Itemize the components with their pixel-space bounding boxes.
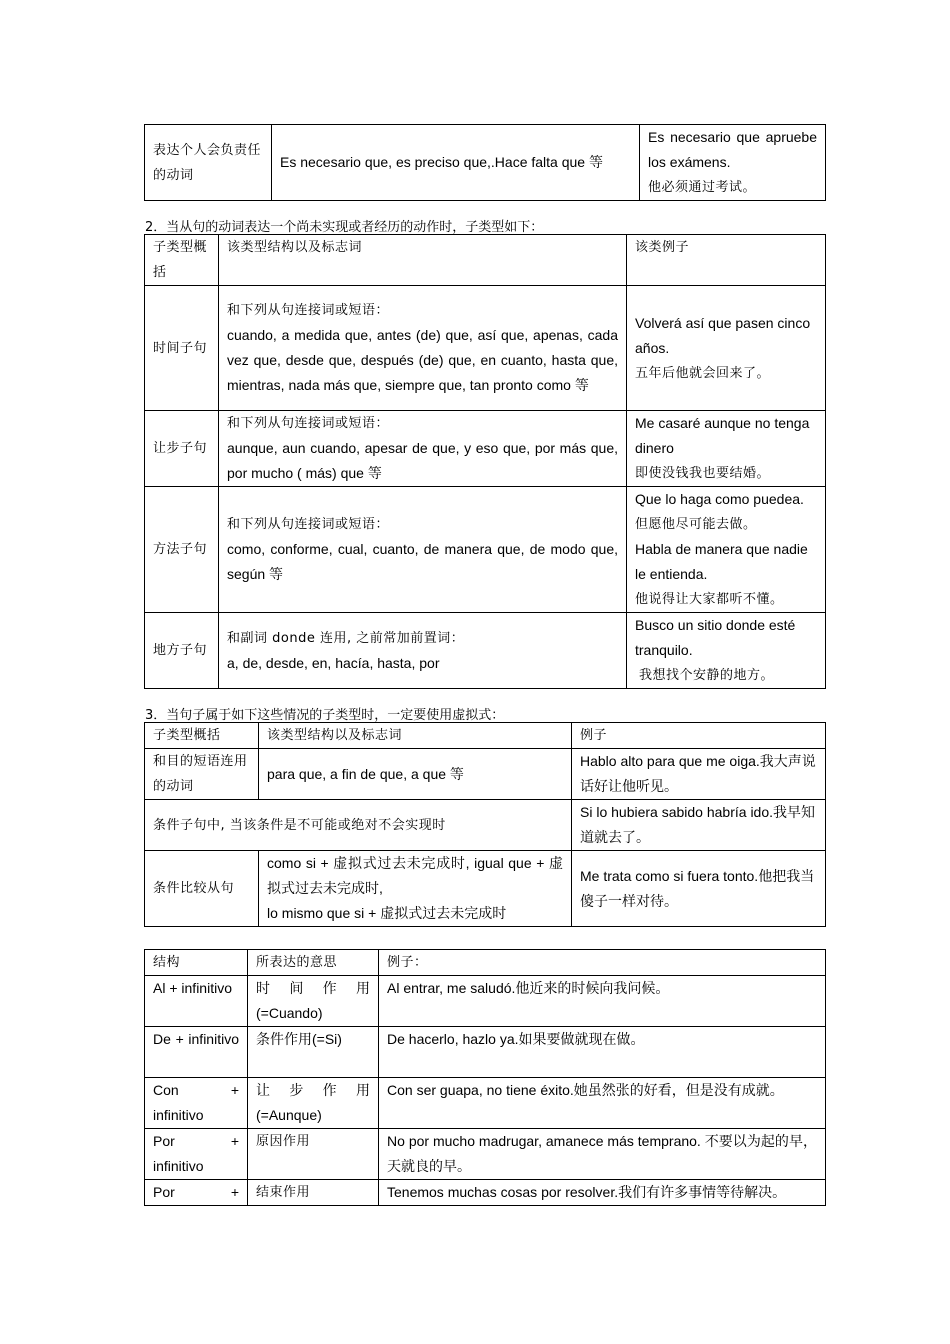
table-row [145,1027,826,1078]
s2-type: 时间子句 [145,286,219,411]
s2-example-es: Volverá así que pasen cinco años. [635,314,811,356]
top-table-label: 表达个人会负责任的动词 [145,125,272,201]
table-row [145,851,826,927]
s4-header-meaning: 所表达的意思 [248,950,379,976]
table-row [145,749,826,800]
s4-meaning: 条件作用(=Si) [248,1027,379,1078]
s2-example-zh: 我想找个安静的地方。 [639,668,775,683]
s3-type: 条件比较从句 [145,851,259,927]
table-row [145,411,826,487]
s2-header-structure: 该类型结构以及标志词 [219,235,627,286]
s3-example: Hablo alto para que me oiga.我大声说话好让他听见。 [572,749,826,800]
s4-structure: Por + [145,1180,248,1206]
s4-example: De hacerlo, hazlo ya.如果要做就现在做。 [379,1027,826,1078]
s4-example: Al entrar, me saludó.他近来的时候向我问候。 [379,976,826,1027]
s3-example: Me trata como si fuera tonto.他把我当傻子一样对待。 [572,851,826,927]
s2-intro: 和副词 donde 连用, 之前常加前置词： [227,630,465,646]
s2-intro: 和下列从句连接词或短语： [227,517,390,532]
s2-structure [219,411,627,487]
s3-type: 条件子句中, 当该条件是不可能或绝对不会实现时 [145,800,572,851]
section4-table [144,949,826,1206]
s2-header-example: 该类例子 [627,235,826,286]
s2-words: como, conforme, cual, cuanto, de manera que, de modo que, según 等 [227,541,618,582]
top-example-es: Es necesario que apruebe los exámens. [648,129,817,170]
table-row [145,487,826,613]
s4-structure: Por + infinitivo [145,1129,248,1180]
s3-header-structure: 该类型结构以及标志词 [259,723,572,749]
s2-words: aunque, aun cuando, apesar de que, y eso que, por más que, por mucho ( más) que 等 [227,440,618,481]
s3-structure: para que, a fin de que, a que 等 [259,749,572,800]
s2-type: 地方子句 [145,613,219,689]
s4-header-example: 例子： [379,950,826,976]
s2-intro: 和下列从句连接词或短语： [227,416,390,431]
s3-header-example: 例子 [572,723,826,749]
top-table [144,124,826,201]
s3-example: Si lo hubiera sabido habría ido.我早知道就去了。 [572,800,826,851]
s2-header-type: 子类型概括 [145,235,219,286]
s4-meaning: 时间作用(=Cuando) [248,976,379,1027]
s4-meaning: 让步作用(=Aunque) [248,1078,379,1129]
s3-structure [259,851,572,927]
s4-meaning: 原因作用 [248,1129,379,1180]
s4-example: Tenemos muchas cosas por resolver.我们有许多事情等待解决。 [379,1180,826,1206]
s4-structure: Al + infinitivo [145,976,248,1027]
table-row [145,800,826,851]
s3-type: 和目的短语连用的动词 [145,749,259,800]
s2-words: cuando, a medida que, antes (de) que, así que, apenas, cada vez que, desde que, después (de) que, en cuanto, hasta que, mientras, nada más que, siempre que, tan pronto como 等 [227,327,618,393]
s4-header-structure: 结构 [145,950,248,976]
s2-example2-es: Habla de manera que nadie le entienda. [635,541,808,582]
s4-meaning: 结束作用 [248,1180,379,1206]
section2-heading: 2．当从句的动词表达一个尚未实现或者经历的动作时，子类型如下： [145,220,544,235]
s2-structure [219,286,627,411]
s2-example-es: Que lo haga como puedea. [635,491,804,507]
section3-table [144,722,826,927]
s2-example-es: Me casaré aunque no tenga dinero [635,415,810,456]
s2-type: 方法子句 [145,487,219,613]
s2-example [627,411,826,487]
s3-structure-line: como si + 虚拟式过去未完成时, igual que + 虚拟式过去未完成时, [267,855,563,896]
s2-example-es: Busco un sitio donde esté tranquilo. [635,617,796,658]
table-row [145,1078,826,1129]
table-row [145,1129,826,1180]
s2-example-zh: 五年后他就会回来了。 [635,365,771,381]
s2-example2-zh: 他说得让大家都听不懂。 [635,592,784,607]
table-row [145,976,826,1027]
s2-type: 让步子句 [145,411,219,487]
s2-example [627,487,826,613]
s2-structure [219,487,627,613]
s3-structure-line: lo mismo que si + 虚拟式过去未完成时 [267,905,507,921]
s2-intro: 和下列从句连接词或短语： [227,303,390,318]
s2-words: a, de, desde, en, hacía, hasta, por [227,654,440,671]
s4-structure: De + infinitivo [145,1027,248,1078]
s2-structure [219,613,627,689]
s4-example: Con ser guapa, no tiene éxito.她虽然张的好看，但是没有成就。 [379,1078,826,1129]
top-table-structure: Es necesario que, es preciso que,.Hace falta que 等 [272,125,640,201]
table-row [145,613,826,689]
section2-table [144,234,826,689]
section3-heading: 3．当句子属于如下这些情况的子类型时，一定要使用虚拟式： [145,708,505,723]
top-table-example [640,125,826,201]
table-row [145,286,826,411]
s4-example: No por mucho madrugar, amanece más temprano. 不要以为起的早，天就良的早。 [379,1129,826,1180]
top-example-zh: 他必须通过考试。 [648,180,757,195]
table-row [145,1180,826,1206]
s2-example [627,613,826,689]
s2-example-zh: 但愿他尽可能去做。 [635,517,757,532]
s3-header-type: 子类型概括 [145,723,259,749]
s2-example [627,286,826,411]
s2-example-zh: 即使没钱我也要结婚。 [635,466,771,481]
s4-structure: Con + infinitivo [145,1078,248,1129]
